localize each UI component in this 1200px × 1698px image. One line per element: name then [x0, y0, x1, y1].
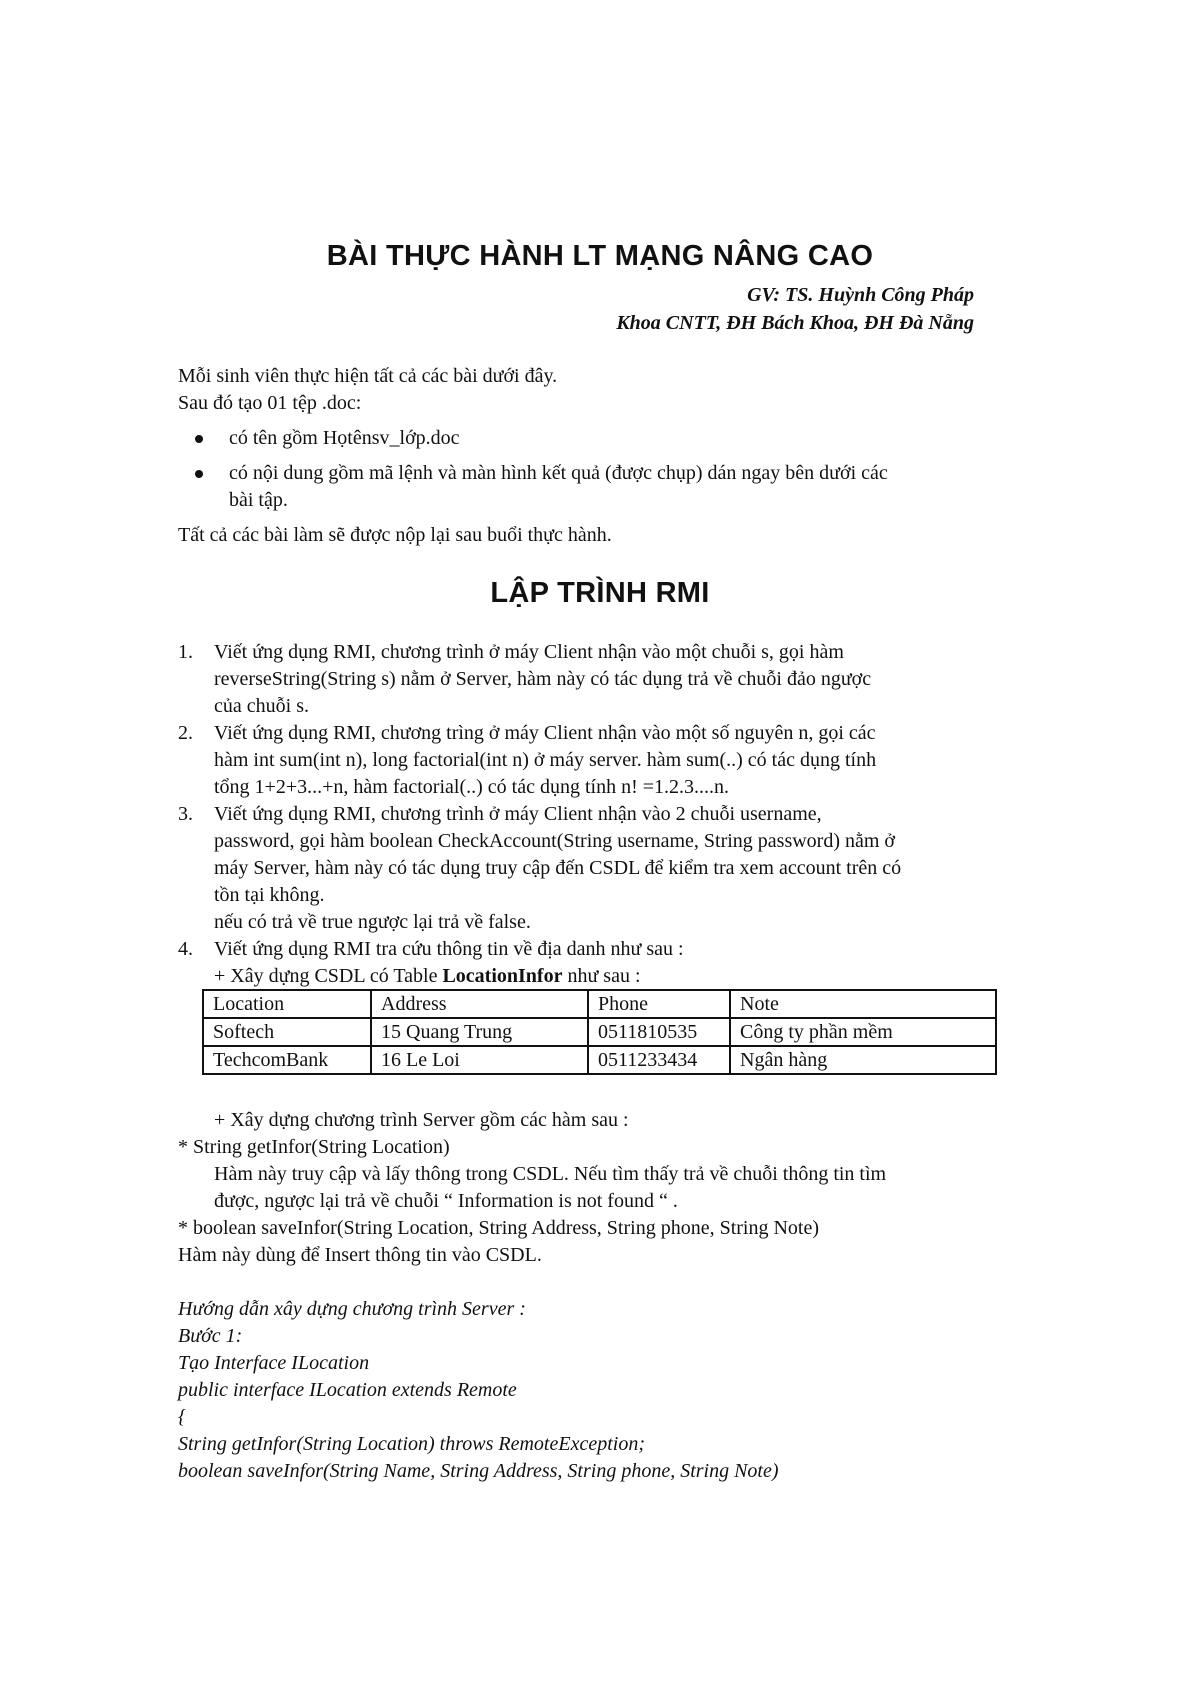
intro-line-1: Mỗi sinh viên thực hiện tất cả các bài dưới đây. — [178, 365, 558, 387]
bullet-dot-icon — [195, 470, 203, 478]
table-intro-suffix: như sau : — [562, 965, 641, 987]
exercise-2-line: hàm int sum(int n), long factorial(int n) ở máy server. hàm sum(..) có tác dụng tính — [214, 749, 877, 771]
exercise-2-line: Viết ứng dụng RMI, chương trìng ở máy Client nhận vào một số nguyên n, gọi các — [214, 722, 876, 744]
table-row — [203, 1046, 996, 1074]
table-header-cell: Phone — [588, 990, 730, 1018]
location-table — [202, 989, 997, 1075]
table-row — [203, 1018, 996, 1046]
exercise-2-line: tổng 1+2+3...+n, hàm factorial(..) có tác dụng tính n! =1.2.3....n. — [214, 776, 730, 798]
table-cell: Ngân hàng — [730, 1046, 996, 1074]
section-heading: LẬP TRÌNH RMI — [490, 577, 710, 609]
exercise-4-line: Viết ứng dụng RMI tra cứu thông tin về địa danh như sau : — [214, 938, 684, 960]
guide-line: Hướng dẫn xây dựng chương trình Server : — [178, 1298, 526, 1320]
table-cell: Softech — [203, 1018, 371, 1046]
guide-line: Bước 1: — [178, 1325, 243, 1347]
guide-line: { — [178, 1406, 186, 1428]
guide-line: boolean saveInfor(String Name, String Address, String phone, String Note) — [178, 1460, 779, 1482]
function-description: được, ngược lại trả về chuỗi “ Information is not found “ . — [214, 1190, 678, 1212]
function-description: Hàm này dùng để Insert thông tin vào CSDL. — [178, 1244, 542, 1266]
bullet-item-2: có nội dung gồm mã lệnh và màn hình kết quả (được chụp) dán ngay bên dưới các — [229, 462, 888, 484]
document-title: BÀI THỰC HÀNH LT MẠNG NÂNG CAO — [326, 240, 874, 272]
table-name: LocationInfor — [442, 965, 563, 987]
author-line-2: Khoa CNTT, ĐH Bách Khoa, ĐH Đà Nẵng — [616, 312, 974, 334]
table-header-row — [203, 990, 996, 1018]
bullet-item-1: có tên gồm Họtênsv_lớp.doc — [229, 427, 460, 449]
bullet-dot-icon — [195, 435, 203, 443]
exercise-1-line: reverseString(String s) nằm ở Server, hàm này có tác dụng trả về chuỗi đảo ngược — [214, 668, 872, 690]
intro-line-2: Sau đó tạo 01 tệp .doc: — [178, 392, 362, 414]
author-line-1: GV: TS. Huỳnh Công Pháp — [747, 284, 974, 306]
exercise-number: 1. — [178, 641, 193, 663]
table-intro — [214, 963, 641, 990]
table-cell: 15 Quang Trung — [371, 1018, 588, 1046]
function-signature: * String getInfor(String Location) — [178, 1136, 450, 1158]
exercise-1-line: Viết ứng dụng RMI, chương trình ở máy Client nhận vào một chuỗi s, gọi hàm — [214, 641, 844, 663]
guide-line: public interface ILocation extends Remote — [178, 1379, 517, 1401]
guide-line: String getInfor(String Location) throws RemoteException; — [178, 1433, 645, 1455]
table-header-cell: Note — [730, 990, 996, 1018]
table-header-cell: Address — [371, 990, 588, 1018]
exercise-1-line: của chuỗi s. — [214, 695, 309, 717]
exercise-3-line: password, gọi hàm boolean CheckAccount(String username, String password) nằm ở — [214, 830, 895, 852]
bullet-item-2-cont: bài tập. — [229, 489, 288, 511]
exercise-number: 4. — [178, 938, 193, 960]
table-header-cell: Location — [203, 990, 371, 1018]
exercise-3-line: máy Server, hàm này có tác dụng truy cập đến CSDL để kiểm tra xem account trên có — [214, 857, 902, 879]
exercise-3-line: tồn tại không. — [214, 884, 325, 906]
table-intro-prefix: + Xây dựng CSDL có Table — [214, 965, 443, 987]
function-signature: * boolean saveInfor(String Location, String Address, String phone, String Note) — [178, 1217, 820, 1239]
intro-closing: Tất cả các bài làm sẽ được nộp lại sau buổi thực hành. — [178, 524, 612, 546]
table-cell: 0511810535 — [588, 1018, 730, 1046]
exercise-3-line: Viết ứng dụng RMI, chương trình ở máy Client nhận vào 2 chuỗi username, — [214, 803, 822, 825]
exercise-number: 3. — [178, 803, 193, 825]
function-description: Hàm này truy cập và lấy thông trong CSDL. Nếu tìm thấy trả về chuỗi thông tin tìm — [214, 1163, 887, 1185]
table-cell: 16 Le Loi — [371, 1046, 588, 1074]
guide-line: Tạo Interface ILocation — [178, 1352, 370, 1374]
table-cell: TechcomBank — [203, 1046, 371, 1074]
exercise-3-line: nếu có trả về true ngược lại trả về false. — [214, 911, 531, 933]
table-cell: Công ty phần mềm — [730, 1018, 996, 1046]
server-intro: + Xây dựng chương trình Server gồm các hàm sau : — [214, 1109, 629, 1131]
table-cell: 0511233434 — [588, 1046, 730, 1074]
exercise-number: 2. — [178, 722, 193, 744]
